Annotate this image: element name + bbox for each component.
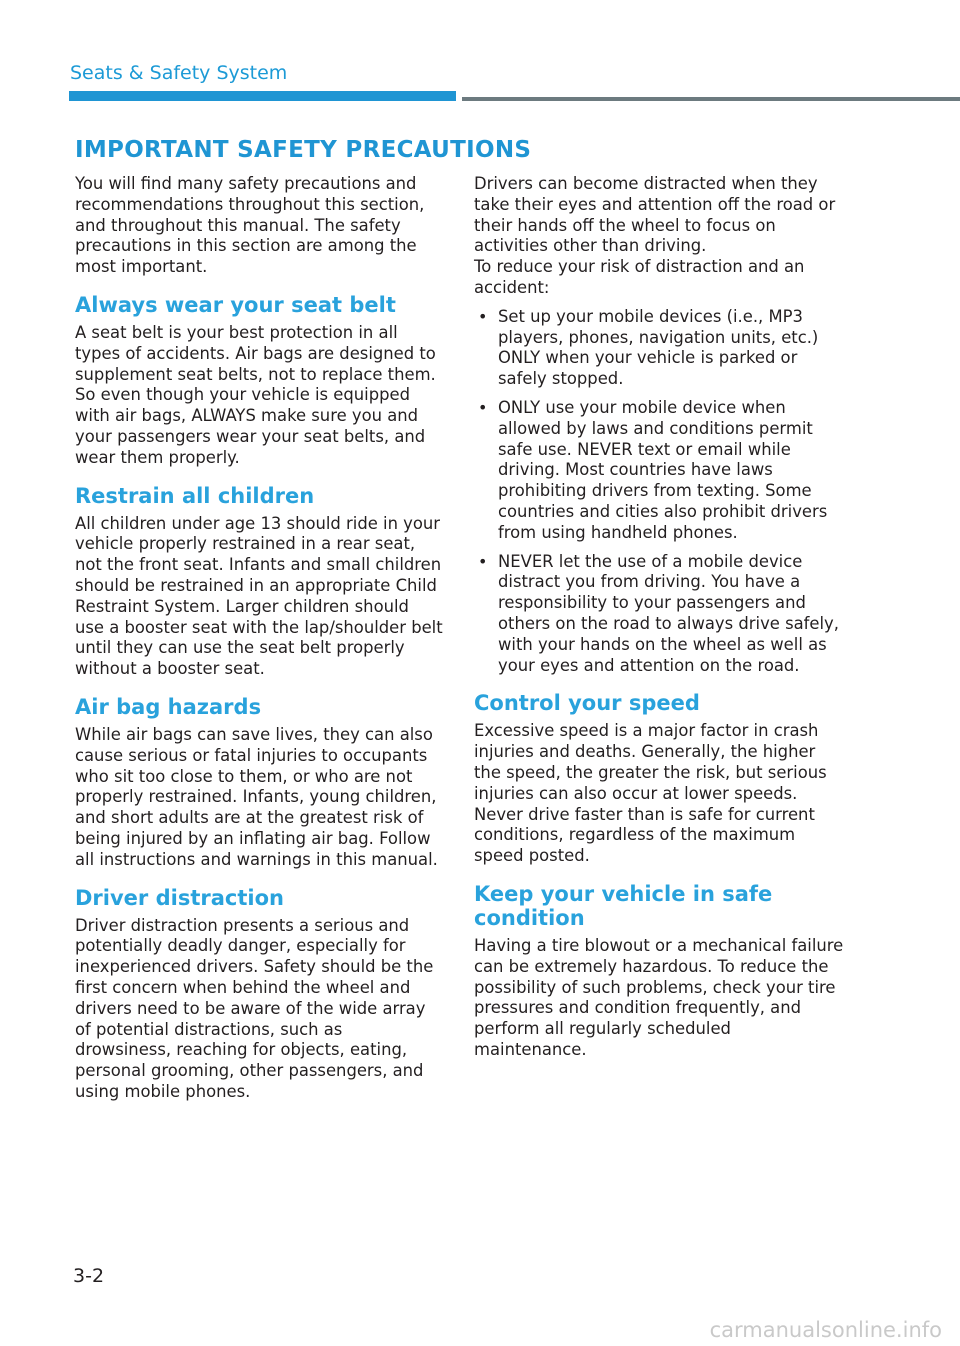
left-column bbox=[75, 174, 443, 1103]
heading-restrain-children: Restrain all children bbox=[75, 483, 315, 508]
watermark: carmanualsonline.info bbox=[709, 1318, 942, 1342]
page-title: IMPORTANT SAFETY PRECAUTIONS bbox=[75, 137, 532, 163]
header-divider-line bbox=[462, 97, 960, 101]
safe-condition-paragraph: Having a tire blowout or a mechanical failure can be extremely hazardous. To reduce the possibility of such problems, check your tire pressures and condition frequently, and perform all regularly scheduled maintenance. bbox=[474, 935, 844, 1059]
right-column bbox=[474, 174, 844, 1061]
restrain-children-paragraph: All children under age 13 should ride in your vehicle properly restrained in a rear seat, not the front seat. Infants and small children should be restrained in an appropriate Child Restraint System. Larger children should use a booster seat with the lap/shoulder belt until they can use the seat belt properly without a booster seat. bbox=[75, 513, 443, 679]
driver-distraction-paragraph: Driver distraction presents a serious and potentially deadly danger, especially for inexperienced drivers. Safety should be the first concern when behind the wheel and drivers need to be aware of the wide array of potential distractions, such as drowsiness, reaching for objects, eating, personal grooming, other passengers, and using mobile phones. bbox=[75, 915, 434, 1101]
bullet-text: NEVER let the use of a mobile device distract you from driving. You have a responsibility to your passengers and others on the road to always drive safely, with your hands on the wheel as well as your eyes and attention on the road. bbox=[498, 551, 839, 675]
control-speed-paragraph: Excessive speed is a major factor in crash injuries and deaths. Generally, the higher the speed, the greater the risk, but serious injuries can also occur at lower speeds. Never drive faster than is safe for current conditions, regardless of the maximum speed posted. bbox=[474, 721, 827, 866]
bullet-icon: • bbox=[478, 551, 488, 571]
list-item bbox=[474, 398, 844, 544]
heading-seat-belt: Always wear your seat belt bbox=[75, 292, 396, 317]
distraction-reduce-paragraph: To reduce your risk of distraction and an accident: bbox=[474, 257, 805, 297]
distraction-bullet-list bbox=[474, 307, 844, 677]
bullet-icon: • bbox=[478, 397, 488, 417]
distraction-intro-paragraph: Drivers can become distracted when they take their eyes and attention off the road or their hands off the wheel to focus on activities other than driving. bbox=[474, 174, 836, 256]
seat-belt-paragraph: A seat belt is your best protection in all types of accidents. Air bags are designed to supplement seat belts, not to replace them. So even though your vehicle is equipped with air bags, ALWAYS make sure you and your passengers wear your seat belts, and wear them properly. bbox=[75, 322, 436, 467]
intro-paragraph: You will find many safety precautions and recommendations throughout this section, and throughout this manual. The safety precautions in this section are among the most important. bbox=[75, 174, 425, 277]
bullet-text: ONLY use your mobile device when allowed by laws and conditions permit safe use. NEVER text or email while driving. Most countries have laws prohibiting drivers from texting. Some countries and cities also prohibit drivers from using handheld phones. bbox=[498, 397, 828, 542]
air-bag-hazards-paragraph: While air bags can save lives, they can also cause serious or fatal injuries to occupants who sit too close to them, or who are not properly restrained. Infants, young children, and short adults are at the greatest risk of being injured by an inflating air bag. Follow all instructions and warnings in this manual. bbox=[75, 724, 438, 869]
bullet-icon: • bbox=[478, 306, 488, 326]
heading-air-bag-hazards: Air bag hazards bbox=[75, 694, 262, 719]
page-number: 3-2 bbox=[73, 1265, 105, 1287]
section-header-title: Seats & Safety System bbox=[70, 62, 288, 84]
heading-control-speed: Control your speed bbox=[474, 691, 700, 716]
heading-safe-condition: Keep your vehicle in safe condition bbox=[474, 881, 773, 930]
list-item bbox=[474, 307, 844, 390]
header-accent-bar bbox=[69, 91, 456, 101]
heading-driver-distraction: Driver distraction bbox=[75, 885, 284, 910]
bullet-text: Set up your mobile devices (i.e., MP3 players, phones, navigation units, etc.) ONLY when your vehicle is parked or safely stopped. bbox=[498, 306, 819, 389]
list-item bbox=[474, 552, 844, 677]
